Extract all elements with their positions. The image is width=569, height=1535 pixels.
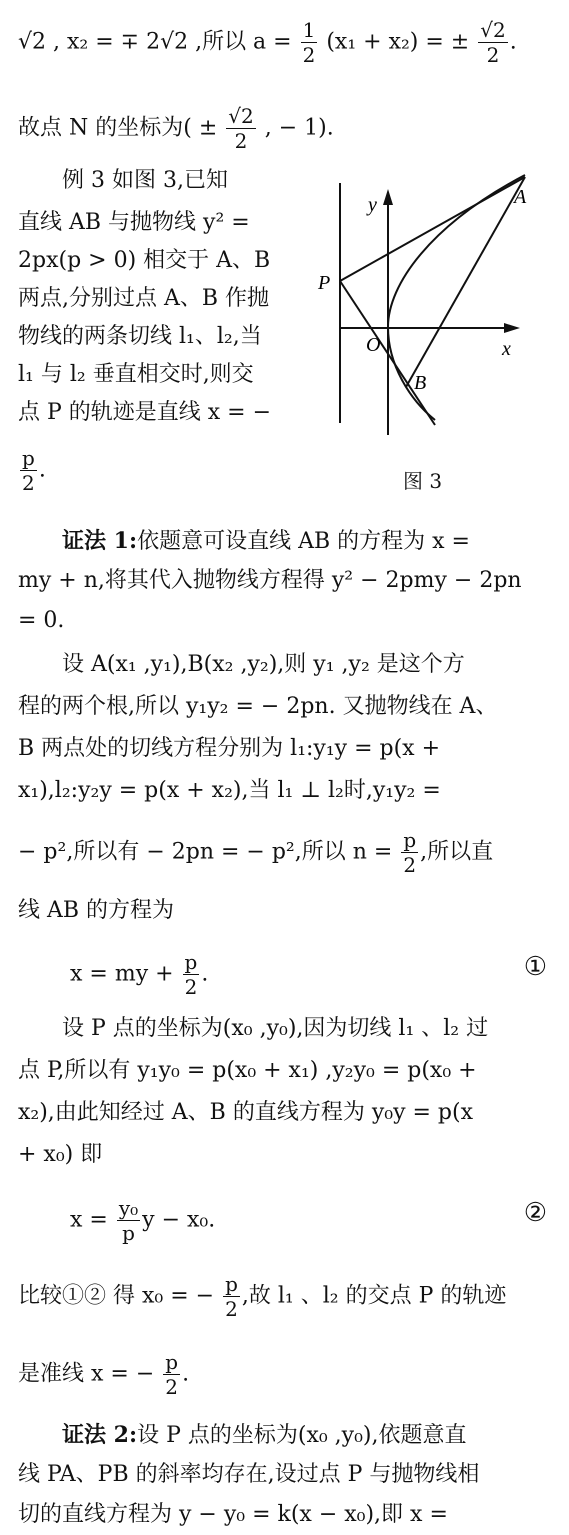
fraction: $\frac{p}{2}$ [225,1272,238,1321]
text-span: 依题意可设直线 AB 的方程为 x = [137,529,470,554]
label-P: P [318,272,331,294]
text-line: B 两点处的切线方程分别为 l₁:y₁y = p(x + [18,736,441,761]
text-span: (x₁ + x₂) = ± [326,29,470,55]
parabola-figure [300,165,560,465]
proof-title: 证法 1: [62,528,138,554]
text-line [62,526,569,557]
text-line [62,1420,569,1451]
fraction: $\frac{p}{2}$ [403,828,417,877]
text-line: 设 P 点的坐标为(x₀ ,y₀),因为切线 l₁ 、l₂ 过 [62,1016,489,1041]
text-line: 2px(p > 0) 相交于 A、B [18,248,271,273]
text-line: 点 P,所以有 y₁y₀ = p(x₀ + x₁) ,y₂y₀ = p(x₀ + [18,1058,477,1083]
text-span: x = my + [70,961,174,987]
label-A: A [514,186,527,208]
fraction: $\frac{1}{2}$ [302,18,316,67]
figure-caption: 图 3 [403,469,443,493]
text-line: + x₀) 即 [18,1142,103,1167]
text-span: , − 1). [264,115,334,141]
text-line [18,1272,550,1321]
text-line: 物线的两条切线 l₁、l₂,当 [18,324,262,349]
text-line: 线 AB 的方程为 [18,898,175,923]
text-line: l₁ 与 l₂ 垂直相交时,则交 [18,362,254,387]
text-line: 程的两个根,所以 y₁y₂ = − 2pn. 又抛物线在 A、 [18,694,498,719]
text-line: 设 A(x₁ ,y₁),B(x₂ ,y₂),则 y₁ ,y₂ 是这个方 [62,652,465,677]
equation-2 [70,1196,569,1245]
text-span: ,所以直 [420,839,494,865]
text-line: x₂),由此知经过 A、B 的直线方程为 y₀y = p(x [18,1100,474,1125]
x-axis-arrow [504,323,520,333]
text-line: 直线 AB 与抛物线 y² = [18,210,250,235]
text-line: x₁),l₂:y₂y = p(x + x₂),当 l₁ ⊥ l₂时,y₁y₂ = [18,778,441,803]
text-span: 是准线 x = − [18,1361,155,1387]
fraction: $\frac{\text{y₀}}{p}$ [118,1196,139,1245]
fraction: $\frac{p}{2}$ [165,1350,179,1399]
text-span: x = [70,1207,108,1233]
text-span: y − x₀. [142,1207,216,1233]
label-y: y [368,194,377,216]
text-span: − p²,所以有 − 2pn = − p²,所以 n = [18,839,393,865]
text-line: 切的直线方程为 y − y₀ = k(x − x₀),即 x = [18,1502,448,1527]
text-line: 是准线 x = − $\frac{p}{2}$ . [18,1350,190,1399]
label-x: x [502,338,511,360]
equation-1: x = my + $\frac{p}{2}$ . [70,950,209,999]
label-B: B [414,372,427,394]
text-line [18,828,550,877]
text-span: √2 , x₂ = ∓ 2√2 ,所以 a = [18,29,292,55]
text-line: √2 , x₂ = ∓ 2√2 ,所以 a = $\frac{1}{2}$ (x₁ + x₂) = ± $\frac{√2}{2}$ . [18,18,517,67]
text-line: $\frac{p}{2}$ . [22,446,46,495]
text-span: 比较①② 得 x₀ = − [18,1283,215,1309]
equation-number-1: ① [523,952,547,982]
text-line: 两点,分别过点 A、B 作抛 [18,286,270,311]
text-span: 故点 N 的坐标为( ± [18,115,218,141]
fraction: $\frac{√2}{2}$ [228,104,254,153]
text-line: my + n,将其代入抛物线方程得 y² − 2pmy − 2pn [18,568,522,593]
proof-title: 证法 2: [62,1422,138,1448]
label-O: O [366,334,381,356]
y-axis-arrow [383,189,393,205]
text-line: = 0. [18,608,65,633]
equation-number-2: ② [523,1198,547,1228]
fraction: $\frac{√2}{2}$ [480,18,506,67]
example-title: 例 3 如图 3,已知 [62,168,228,193]
text-line: 点 P 的轨迹是直线 x = − [18,400,272,425]
fraction: $\frac{p}{2}$ [22,446,35,495]
text-span: 设 P 点的坐标为(x₀ ,y₀),依题意直 [137,1423,467,1448]
text-line: 线 PA、PB 的斜率均存在,设过点 P 与抛物线相 [18,1462,480,1487]
text-span: ,故 l₁ 、l₂ 的交点 P 的轨迹 [241,1283,507,1309]
tangent-line-PA [340,177,525,281]
text-line [18,104,550,153]
fraction: $\frac{p}{2}$ [184,950,198,999]
